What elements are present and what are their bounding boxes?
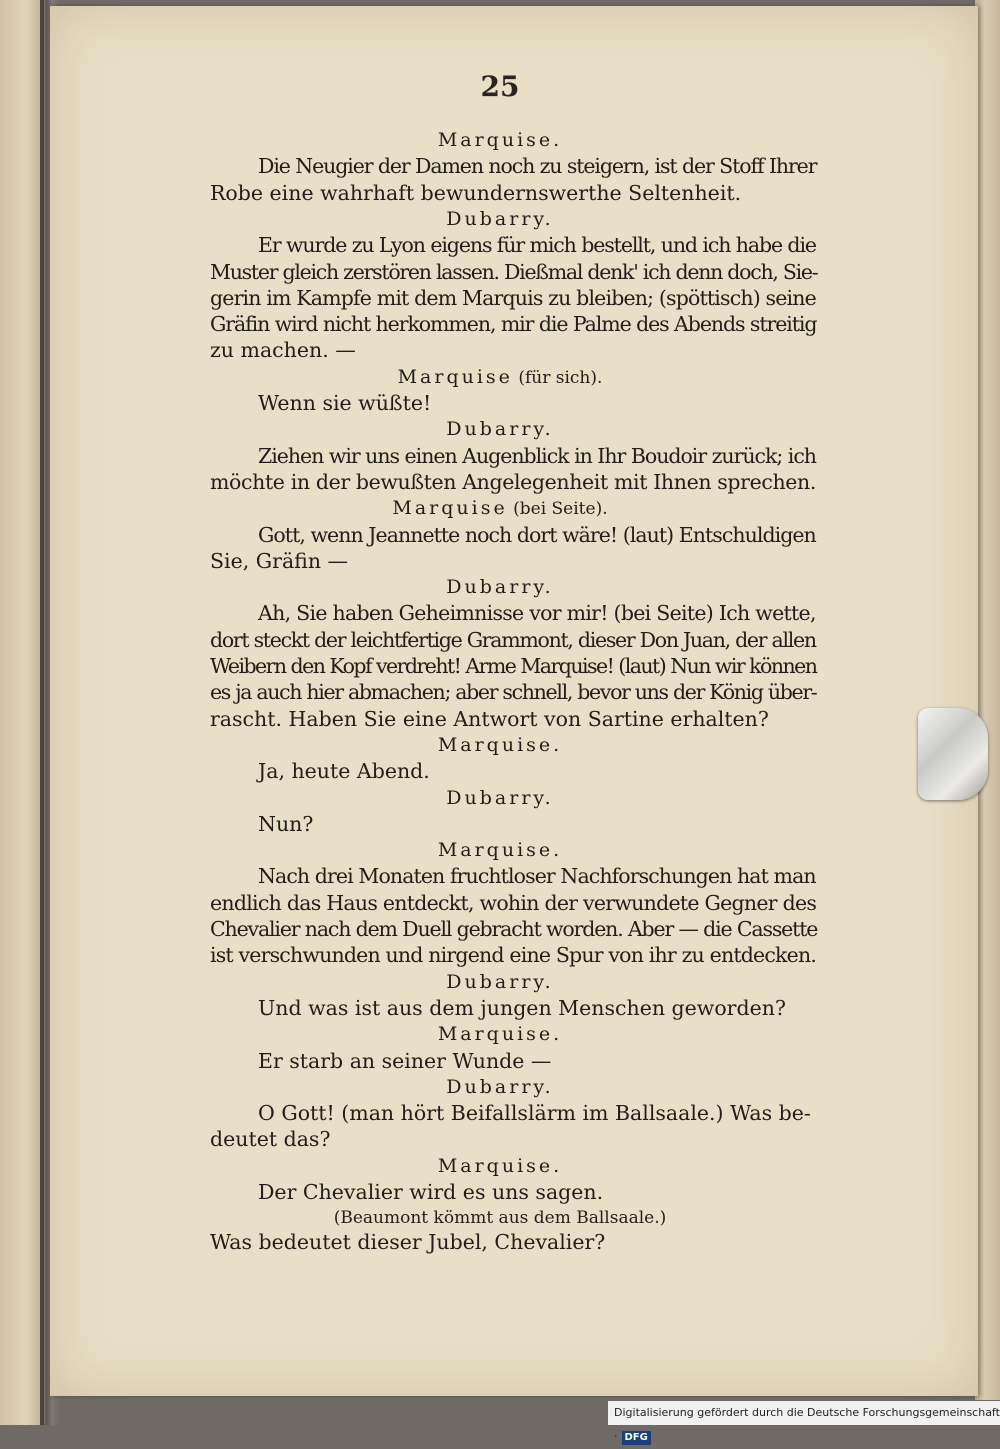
speaker-name: Marquise. [437,129,563,151]
speaker-name: Marquise. [437,1154,563,1177]
dialogue-line: es ja auch hier abmachen; aber schnell, bevor uns der König über- [210,680,817,705]
dialogue-line: möchte in der bewußten Angelegenheit mit Ihnen sprechen. [210,469,816,494]
speaker-heading [0,206,1000,232]
dialogue-line: Ja, heute Abend. [258,759,430,784]
stage-direction: (für sich). [512,367,603,388]
speaker-heading [0,364,1000,391]
footer-text: Digitalisierung gefördert durch die Deutsche Forschungsgemeinschaft · [614,1406,1000,1443]
dialogue-line: Nun? [258,811,314,836]
dialogue-line: Muster gleich zerstören lassen. Dießmal denk' ich denn doch, Sie- [210,259,818,284]
speaker-heading [0,574,1000,600]
speaker-name: Marquise. [437,839,563,862]
speaker-heading [0,969,1000,995]
dialogue-line: Nach drei Monaten fruchtloser Nachforschungen hat man [258,864,816,889]
dialogue-line: Die Neugier der Damen noch zu steigern, ist der Stoff Ihrer [258,154,817,179]
dialogue-line: Er starb an seiner Wunde — [258,1048,552,1073]
dialogue-line: deutet das? [210,1127,331,1152]
dialogue-line: Er wurde zu Lyon eigens für mich bestellt, und ich habe die [258,233,816,258]
speaker-name: Dubarry. [446,1075,554,1098]
speaker-name: Marquise [392,497,508,520]
dialogue-line: dort steckt der leichtfertige Grammont, dieser Don Juan, der allen [210,627,816,652]
dialogue-line: Und was ist aus dem jungen Menschen geworden? [258,995,786,1020]
dialogue-line: Sie, Gräfin — [210,548,349,573]
speaker-heading [0,837,1000,863]
page-number: 25 [480,70,520,103]
dialogue-line: zu machen. — [210,338,356,363]
dialogue-line: Der Chevalier wird es uns sagen. [258,1180,604,1204]
dialogue-line: gerin im Kampfe mit dem Marquis zu bleiben; (spöttisch) seine [210,285,816,310]
dialogue-line: Gott, wenn Jeannette noch dort wäre! (laut) Entschuldigen [258,522,816,547]
speaker-name: Dubarry. [446,576,554,599]
speaker-heading [0,1153,1000,1179]
dialogue-line: Gräfin wird nicht herkommen, mir die Palme des Abends streitig [210,312,817,337]
dialogue-line: Chevalier nach dem Duell gebracht worden. Aber — die Cassette [210,917,818,941]
dialogue-line: endlich das Haus entdeckt, wohin der verwundete Gegner des [210,890,817,915]
speaker-name: Dubarry. [446,418,554,441]
dialogue-line: Robe eine wahrhaft bewundernswerthe Seltenheit. [210,180,742,205]
speaker-heading [0,785,1000,811]
dialogue-line: Ah, Sie haben Geheimnisse vor mir! (bei Seite) Ich wette, [258,601,816,626]
dialogue-line: rascht. Haben Sie eine Antwort von Sartine erhalten? [210,706,769,731]
speaker-heading [0,1021,1000,1047]
speaker-heading [0,1074,1000,1100]
speaker-heading [0,127,1000,153]
speaker-heading [0,495,1000,522]
dialogue-line: ist verschwunden und nirgend eine Spur von ihr zu entdecken. [210,943,817,968]
speaker-name: Dubarry. [446,970,554,993]
speaker-name: Marquise [397,365,513,388]
stage-direction: (bei Seite). [507,499,608,520]
dialogue-line: Was bedeutet dieser Jubel, Chevalier? [210,1230,606,1255]
dfg-logo: DFG [622,1431,651,1445]
speaker-name: Marquise. [437,1023,563,1046]
speaker-heading [0,416,1000,442]
speaker-name: Dubarry. [446,207,554,230]
speaker-name: Dubarry. [446,786,554,809]
speaker-name: Marquise. [437,733,563,756]
digitization-footer [608,1401,1000,1443]
dialogue-line: Wenn sie wüßte! [258,391,432,415]
dialogue-line: Weibern den Kopf verdreht! Arme Marquise! (laut) Nun wir können [210,654,817,678]
stage-direction: (Beaumont kömmt aus dem Ballsaale.) [333,1208,667,1229]
speaker-heading [0,732,1000,758]
dialogue-line: Ziehen wir uns einen Augenblick in Ihr Boudoir zurück; ich [258,443,816,468]
dialogue-line: O Gott! (man hört Beifallslärm im Ballsaale.) Was be- [258,1101,811,1126]
